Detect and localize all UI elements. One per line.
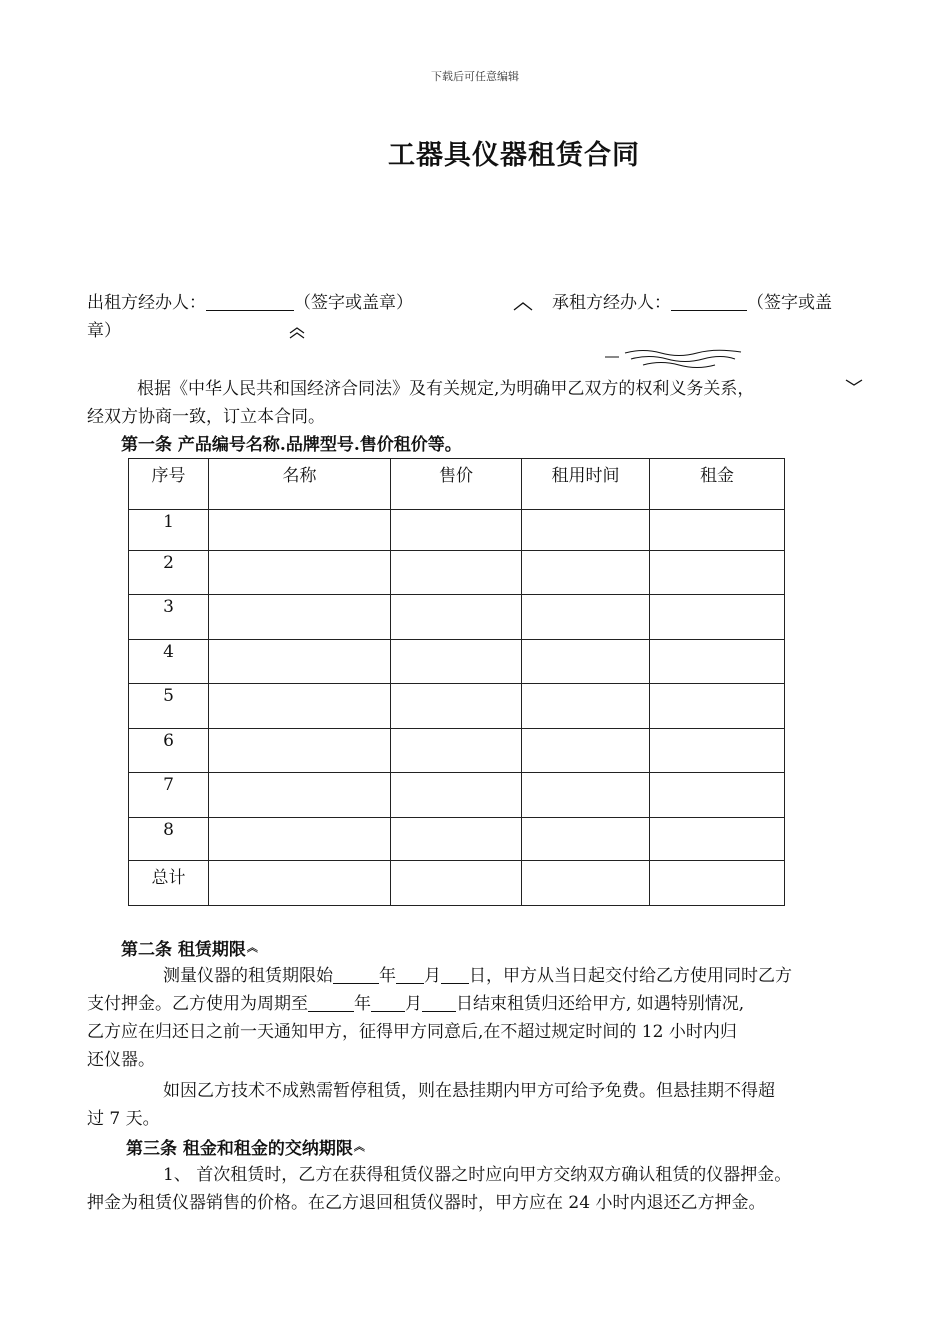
table-cell[interactable] (522, 551, 650, 595)
lease-start-text: 测量仪器的租赁期限始 (163, 966, 333, 986)
article-1-heading: 第一条 产品编号名称.品牌型号.售价租价等。 (121, 435, 462, 455)
total-label-cell: 总计 (129, 861, 209, 906)
table-row (129, 684, 785, 729)
table-cell[interactable] (650, 684, 785, 729)
table-cell[interactable] (522, 684, 650, 729)
start-month-blank[interactable] (396, 965, 424, 984)
table-header-cell: 序号 (129, 459, 209, 510)
article-3-heading-text: 第三条 租金和租金的交纳期限 (126, 1139, 353, 1159)
table-cell[interactable] (522, 595, 650, 640)
lease-end-text-end: 日结束租赁归还给甲方, 如遇特别情况, (456, 994, 745, 1014)
table-row (129, 595, 785, 640)
article-2-line-2 (87, 990, 744, 1018)
end-month-blank[interactable] (371, 993, 405, 1012)
article-3-heading (126, 1133, 365, 1163)
table-header-cell: 租金 (650, 459, 785, 510)
lessor-label: 出租方经办人： (87, 293, 206, 313)
row-number-cell: 1 (129, 510, 209, 551)
table-header-cell: 名称 (209, 459, 391, 510)
table-cell[interactable] (391, 773, 522, 818)
intro-line-1: 根据《中华人民共和国经济合同法》及有关规定,为明确甲乙双方的权利义务关系， (137, 379, 755, 399)
table-row (129, 818, 785, 861)
article-2-line-3: 乙方应在归还日之前一天通知甲方，征得甲方同意后,在不超过规定时间的 12 小时内归 (87, 1022, 737, 1042)
article-2-heading (121, 934, 258, 964)
table-cell[interactable] (650, 729, 785, 773)
lessee-signature-line (552, 289, 832, 317)
table-cell[interactable] (522, 818, 650, 861)
table-cell[interactable] (522, 729, 650, 773)
year-label: 年 (354, 994, 371, 1014)
lease-start-text-end: 日，甲方从当日起交付给乙方使用同时乙方 (469, 966, 792, 986)
article-3-line-2: 押金为租赁仪器销售的价格。在乙方退回租赁仪器时，甲方应在 24 小时内退还乙方押金。 (87, 1193, 766, 1213)
row-number-cell: 7 (129, 773, 209, 818)
table-cell[interactable] (209, 510, 391, 551)
product-price-table (128, 458, 785, 906)
lessee-suffix-continued: 章） (87, 321, 121, 341)
table-row (129, 729, 785, 773)
start-year-blank[interactable] (333, 965, 379, 984)
lessor-signature-line (87, 289, 413, 317)
row-number-cell: 3 (129, 595, 209, 640)
intro-line-2: 经双方协商一致，订立本合同。 (87, 407, 325, 427)
table-cell[interactable] (209, 684, 391, 729)
table-cell[interactable] (522, 773, 650, 818)
lessor-signature-blank[interactable] (206, 292, 294, 311)
lessor-suffix: （签字或盖章） (294, 293, 413, 313)
table-cell[interactable] (650, 595, 785, 640)
table-header-cell: 售价 (391, 459, 522, 510)
table-cell[interactable] (650, 818, 785, 861)
lessee-suffix: （签字或盖 (747, 293, 832, 313)
table-cell[interactable] (391, 551, 522, 595)
table-row (129, 510, 785, 551)
table-row (129, 773, 785, 818)
table-cell[interactable] (391, 510, 522, 551)
table-total-row (129, 861, 785, 906)
article-3-line-1: 1、 首次租赁时，乙方在获得租赁仪器之时应向甲方交纳双方确认租赁的仪器押金。 (163, 1165, 792, 1185)
month-label: 月 (405, 994, 422, 1014)
article-2-line-5: 如因乙方技术不成熟需暂停租赁，则在悬挂期内甲方可给予免费。但悬挂期不得超 (163, 1081, 775, 1101)
table-header-row (129, 459, 785, 510)
month-label: 月 (424, 966, 441, 986)
double-chevron-mark-icon: ︽ (353, 1140, 365, 1153)
table-cell[interactable] (209, 818, 391, 861)
row-number-cell: 2 (129, 551, 209, 595)
table-cell[interactable] (391, 861, 522, 906)
row-number-cell: 5 (129, 684, 209, 729)
table-row (129, 640, 785, 684)
table-cell[interactable] (209, 595, 391, 640)
table-cell[interactable] (391, 729, 522, 773)
start-day-blank[interactable] (441, 965, 469, 984)
table-cell[interactable] (391, 595, 522, 640)
article-2-line-4: 还仪器。 (87, 1050, 155, 1070)
wavy-underline-mark-icon (603, 345, 745, 371)
table-header-cell: 租用时间 (522, 459, 650, 510)
table-row (129, 551, 785, 595)
document-title: 工器具仪器租赁合同 (388, 140, 640, 171)
table-cell[interactable] (209, 861, 391, 906)
end-year-blank[interactable] (308, 993, 354, 1012)
row-number-cell: 8 (129, 818, 209, 861)
lease-end-text: 支付押金。乙方使用为周期至 (87, 994, 308, 1014)
table-cell[interactable] (522, 640, 650, 684)
table-cell[interactable] (522, 510, 650, 551)
article-2-heading-text: 第二条 租赁期限 (121, 940, 246, 960)
table-cell[interactable] (391, 818, 522, 861)
table-cell[interactable] (391, 640, 522, 684)
row-number-cell: 4 (129, 640, 209, 684)
table-cell[interactable] (209, 773, 391, 818)
table-cell[interactable] (650, 640, 785, 684)
table-cell[interactable] (650, 551, 785, 595)
lessee-signature-blank[interactable] (671, 292, 747, 311)
table-cell[interactable] (522, 861, 650, 906)
caret-mark-icon (512, 300, 534, 312)
table-cell[interactable] (209, 551, 391, 595)
article-2-line-1 (163, 962, 792, 990)
table-cell[interactable] (209, 640, 391, 684)
table-cell[interactable] (209, 729, 391, 773)
year-label: 年 (379, 966, 396, 986)
double-chevron-mark-icon: ︽ (246, 941, 258, 954)
article-2-line-6: 过 7 天。 (87, 1109, 160, 1129)
header-note: 下载后可任意编辑 (431, 70, 519, 83)
table-cell[interactable] (391, 684, 522, 729)
lessee-label: 承租方经办人： (552, 293, 671, 313)
chevron-down-mark-icon (844, 378, 864, 388)
table-cell[interactable] (650, 510, 785, 551)
table-cell[interactable] (650, 861, 785, 906)
table-cell[interactable] (650, 773, 785, 818)
end-day-blank[interactable] (422, 993, 456, 1012)
row-number-cell: 6 (129, 729, 209, 773)
double-caret-mark-icon (288, 326, 306, 340)
